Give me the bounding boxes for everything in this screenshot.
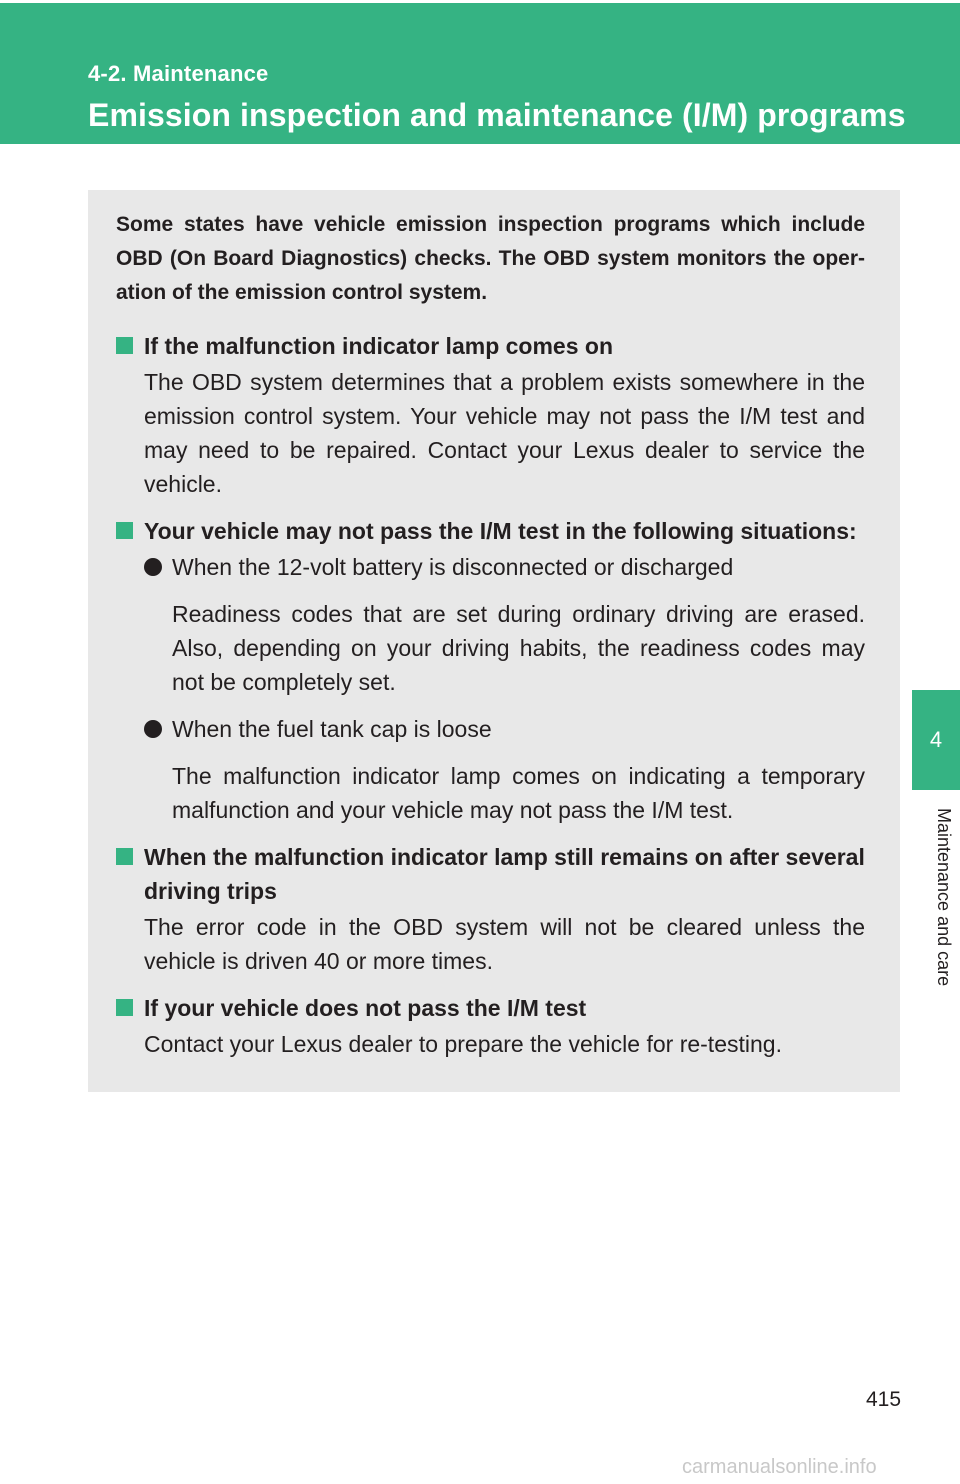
section-heading-lamp-on bbox=[116, 329, 865, 363]
page-header bbox=[0, 0, 960, 144]
heading-text: When the malfunction indicator lamp still remains on after several driving trips bbox=[144, 844, 865, 904]
section-label: 4-2. Maintenance bbox=[88, 61, 269, 86]
square-bullet-icon bbox=[116, 999, 133, 1016]
chapter-tab[interactable] bbox=[912, 690, 960, 790]
list-item bbox=[144, 712, 865, 746]
square-bullet-icon bbox=[116, 522, 133, 539]
section-heading-still-on bbox=[116, 840, 865, 908]
heading-text: Your vehicle may not pass the I/M test in the following situations: bbox=[144, 518, 857, 544]
circle-bullet-icon bbox=[144, 558, 162, 576]
list-item-label: When the fuel tank cap is loose bbox=[172, 716, 492, 742]
chapter-caption-text: Maintenance and care bbox=[934, 808, 954, 987]
page-number: 415 bbox=[866, 1388, 902, 1411]
content-panel bbox=[88, 190, 900, 1092]
list-item bbox=[144, 550, 865, 584]
square-bullet-icon bbox=[116, 337, 133, 354]
watermark: carmanualsonline.info bbox=[682, 1456, 877, 1478]
chapter-number: 4 bbox=[929, 727, 943, 752]
section-text: The error code in the OBD system will not be cleared unless the vehicle is driven 40 or more times. bbox=[144, 914, 865, 974]
section-heading-may-not-pass bbox=[116, 514, 865, 548]
intro-paragraph: Some states have vehicle emission inspection programs which include OBD (On Board Diagnostics) checks. The OBD system monitors the oper-ation of the emission control system. bbox=[116, 213, 865, 304]
circle-bullet-icon bbox=[144, 720, 162, 738]
square-bullet-icon bbox=[116, 848, 133, 865]
chapter-caption bbox=[936, 808, 954, 1038]
section-text: The OBD system determines that a problem exists somewhere in the emission control system. Your vehicle may not pass the I/M test and may need to be repaired. Contact your Lexus dealer to service the vehicle. bbox=[144, 369, 865, 497]
section-text: Contact your Lexus dealer to prepare the vehicle for re-testing. bbox=[144, 1031, 782, 1057]
page-title: Emission inspection and maintenance (I/M) programs bbox=[88, 97, 906, 133]
list-item-detail: The malfunction indicator lamp comes on indicating a temporary malfunction and your vehicle may not pass the I/M test. bbox=[172, 763, 865, 823]
list-item-label: When the 12-volt battery is disconnected or discharged bbox=[172, 554, 734, 580]
heading-text: If the malfunction indicator lamp comes on bbox=[144, 333, 613, 359]
heading-text: If your vehicle does not pass the I/M test bbox=[144, 995, 587, 1021]
section-heading-not-pass bbox=[116, 991, 865, 1025]
list-item-detail: Readiness codes that are set during ordinary driving are erased. Also, depending on your driving habits, the readiness codes may not be completely set. bbox=[172, 601, 865, 695]
